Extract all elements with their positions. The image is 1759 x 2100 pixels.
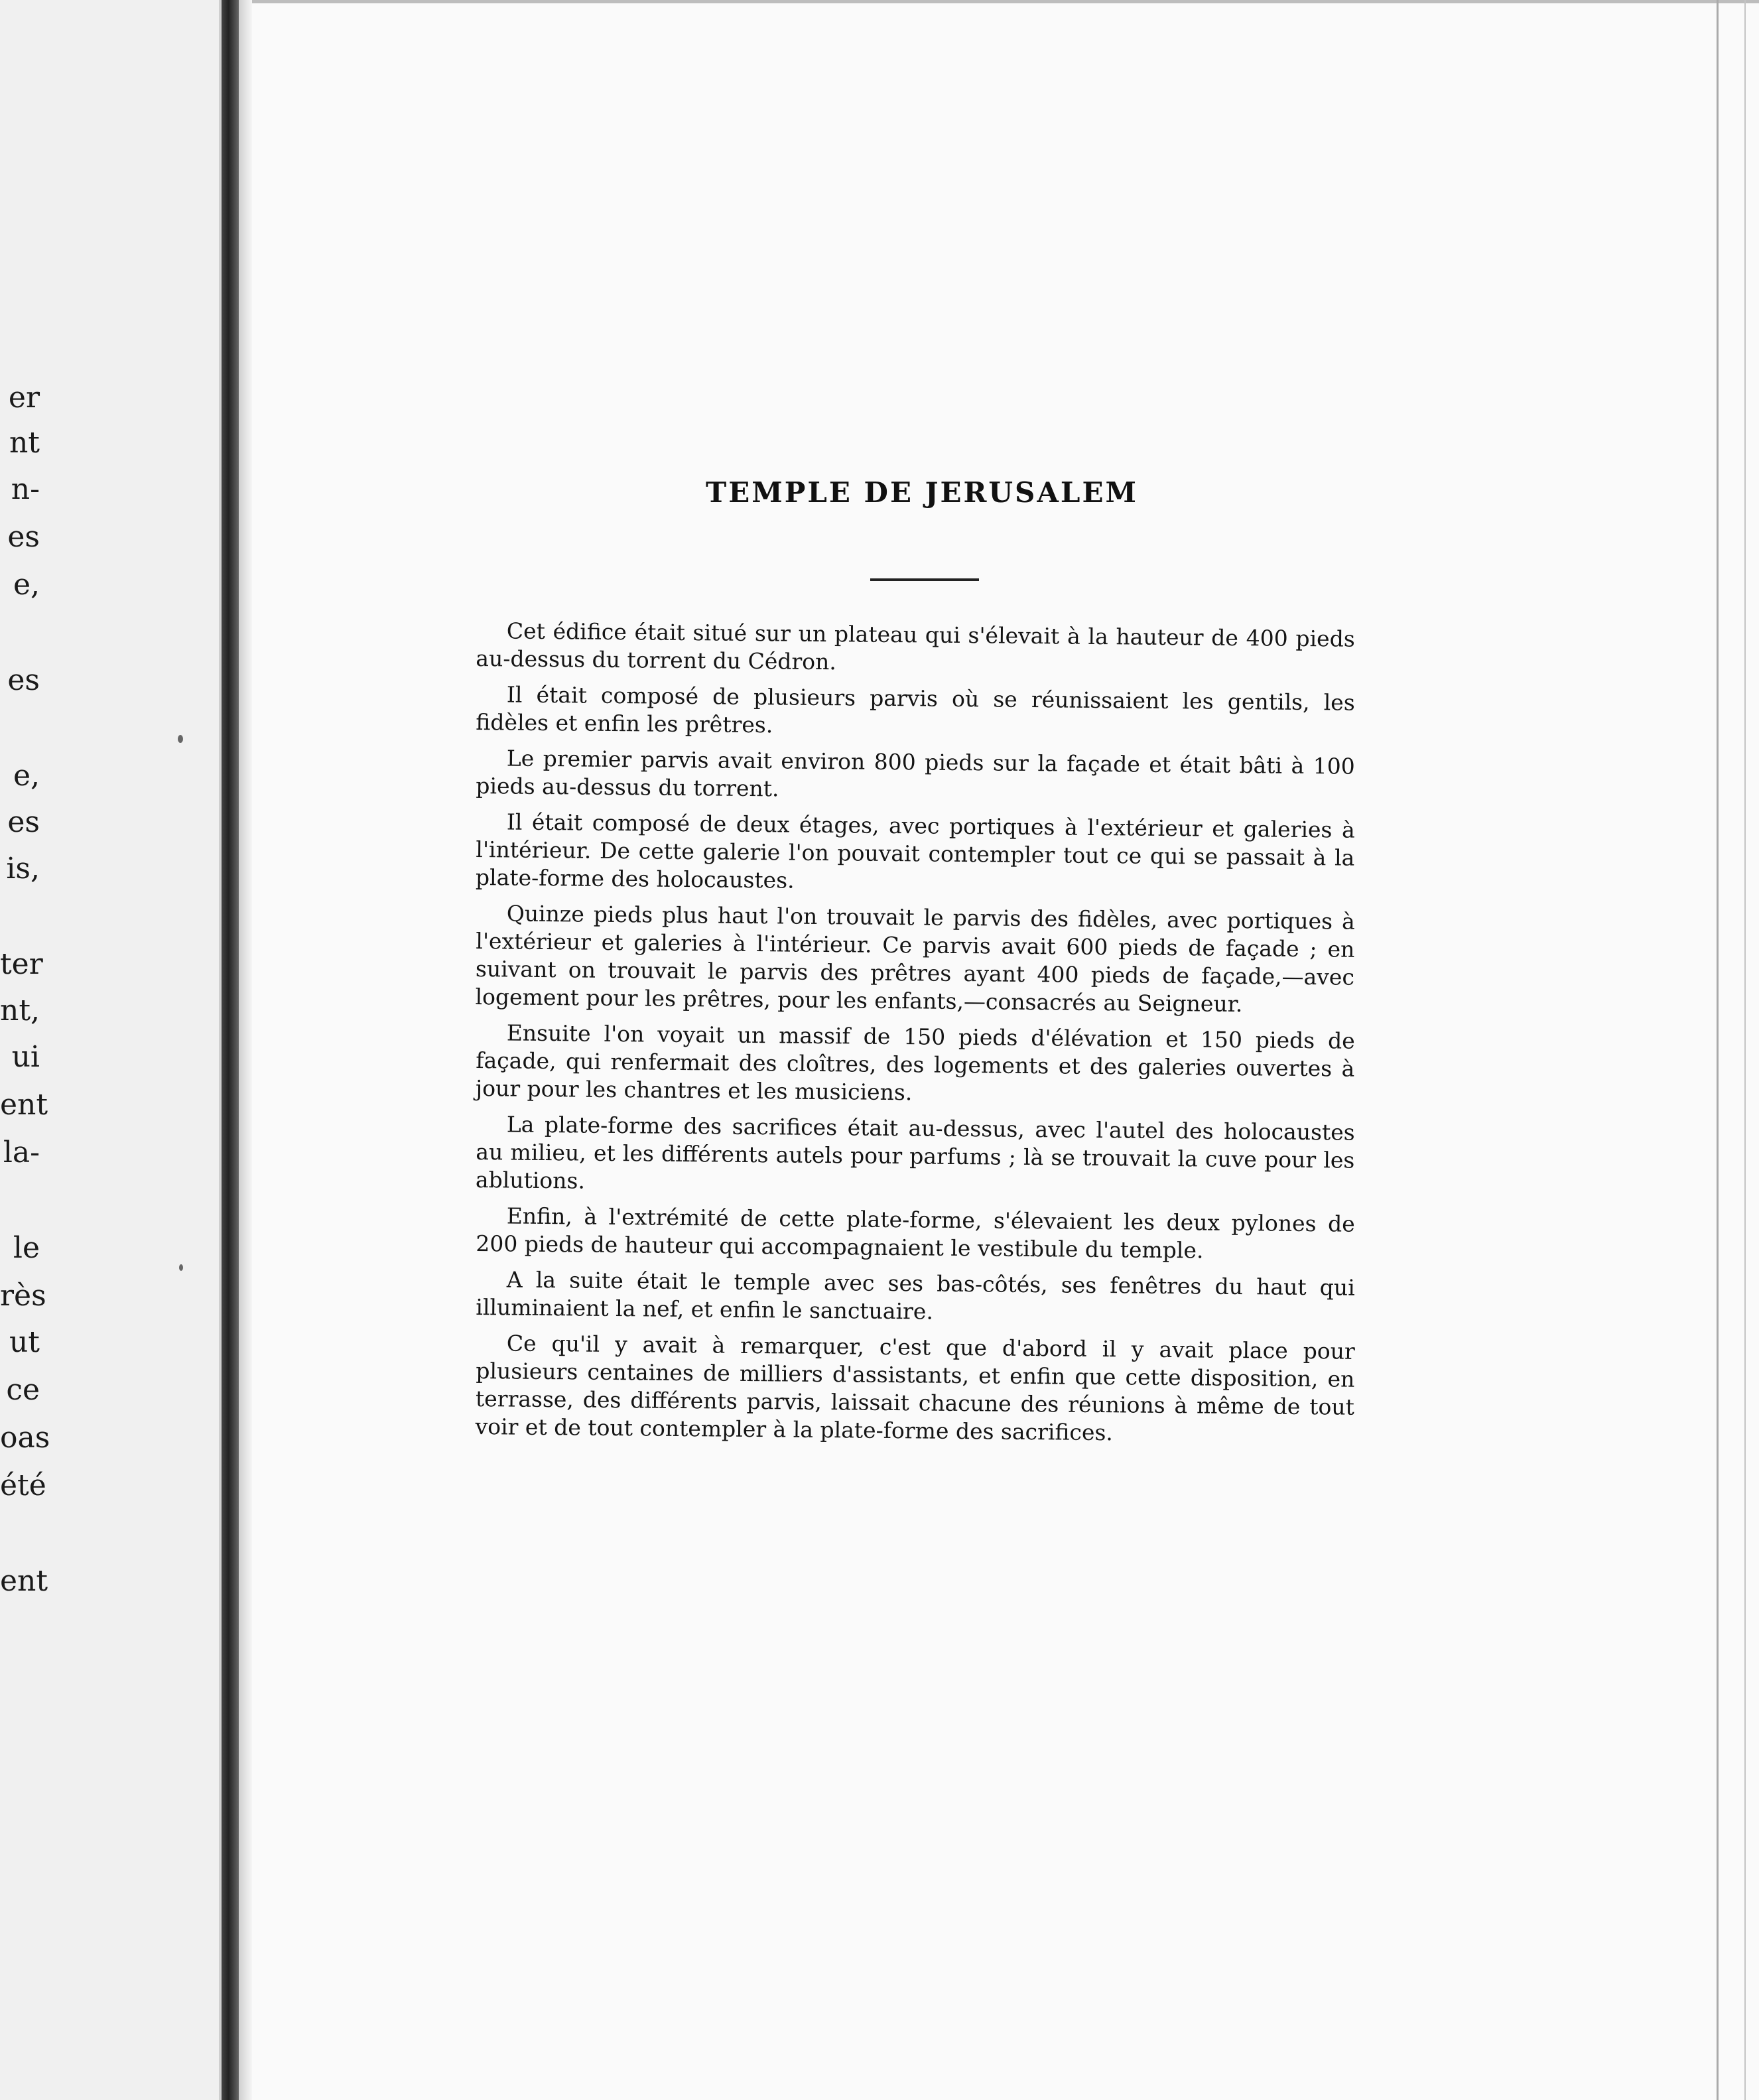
left-page-fragment: e, [13, 759, 40, 793]
left-page-fragment: e, [13, 568, 40, 602]
gutter-shadow [239, 0, 252, 2100]
paragraph: Ensuite l'on voyait un massif de 150 pieds d'élévation et 150 pieds de façade, qui renfermait des cloîtres, des logements et des galeries ouvertes à jour pour les chantres et les musiciens. [475, 1019, 1355, 1106]
left-page-fragment: le [13, 1231, 40, 1265]
left-page-fragment: n- [11, 472, 40, 506]
book-gutter [222, 0, 239, 2100]
left-page-fragment: été [0, 1469, 46, 1502]
left-page-fragment: ce [6, 1373, 40, 1407]
left-page-fragment: es [7, 805, 40, 839]
title-divider [870, 578, 979, 581]
left-page-edge [0, 0, 222, 2100]
paragraph: Ce qu'il y avait à remarquer, c'est que d'abord il y avait place pour plusieurs centaines de milliers d'assistants, et enfin que cette disposition, en terrasse, des différents parvis, laissait chacune des réunions à même de tout voir et de tout contempler à la plate-forme des sacrifices. [475, 1330, 1355, 1446]
left-page-fragment: er [8, 381, 40, 415]
page-top-edge [252, 0, 1759, 3]
left-page-fragment: es [7, 663, 40, 697]
left-page-fragment: ent [0, 1564, 48, 1598]
page-outer-edge [1744, 0, 1746, 2100]
left-page-fragment: nt, [0, 994, 40, 1027]
body-text [476, 617, 1355, 1449]
paragraph: Il était composé de deux étages, avec portiques à l'extérieur et galeries à l'intérieur. De cette galerie l'on pouvait contempler tout ce qui se passait à la plate-forme des holocaustes. [475, 809, 1355, 893]
left-page-fragment: ui [11, 1040, 40, 1074]
left-page-fragment: rès [0, 1279, 46, 1313]
left-page-fragment: ent [0, 1088, 48, 1122]
left-page-fragment: es [7, 520, 40, 554]
left-page-fragment: la- [3, 1136, 40, 1169]
paper-speck [179, 1264, 183, 1271]
page-right-edge [1717, 0, 1719, 2100]
paragraph: Quinze pieds plus haut l'on trouvait le parvis des fidèles, avec portiques à l'extérieur et galeries à l'intérieur. Ce parvis avait 600 pieds de façade ; en suivant on trouvait le parvis des prêtres ayant 400 pieds de façade,—avec logement pour les prêtres, pour les enfants,—consacrés au Seigneur. [475, 900, 1355, 1017]
left-page-fragment: ter [0, 947, 43, 981]
left-page-fragment: oas [0, 1421, 50, 1455]
paragraph: A la suite était le temple avec ses bas-côtés, ses fenêtres du haut qui illuminaient la nef, et enfin le sanctuaire. [476, 1266, 1355, 1325]
paragraph: Le premier parvis avait environ 800 pieds sur la façade et était bâti à 100 pieds au-dessus du torrent. [476, 745, 1355, 802]
left-page-fragment: is, [6, 852, 40, 886]
paragraph: Il était composé de plusieurs parvis où se réunissaient les gentils, les fidèles et enfin les prêtres. [476, 681, 1355, 738]
paragraph: Enfin, à l'extrémité de cette plate-forme, s'élevaient les deux pylones de 200 pieds de hauteur qui accompagnaient le vestibule du temple. [476, 1203, 1355, 1264]
paragraph: La plate-forme des sacrifices était au-dessus, avec l'autel des holocaustes au milieu, et les différents autels pour parfums ; là se trouvait la cuve pour les ablutions. [475, 1111, 1355, 1194]
page-title: TEMPLE DE JERUSALEM [706, 476, 1138, 509]
left-page-fragment: ut [9, 1325, 40, 1359]
paragraph: Cet édifice était situé sur un plateau qui s'élevait à la hauteur de 400 pieds au-dessus du torrent du Cédron. [476, 618, 1355, 675]
paper-speck [178, 735, 183, 743]
left-page-fragment: nt [9, 426, 40, 460]
